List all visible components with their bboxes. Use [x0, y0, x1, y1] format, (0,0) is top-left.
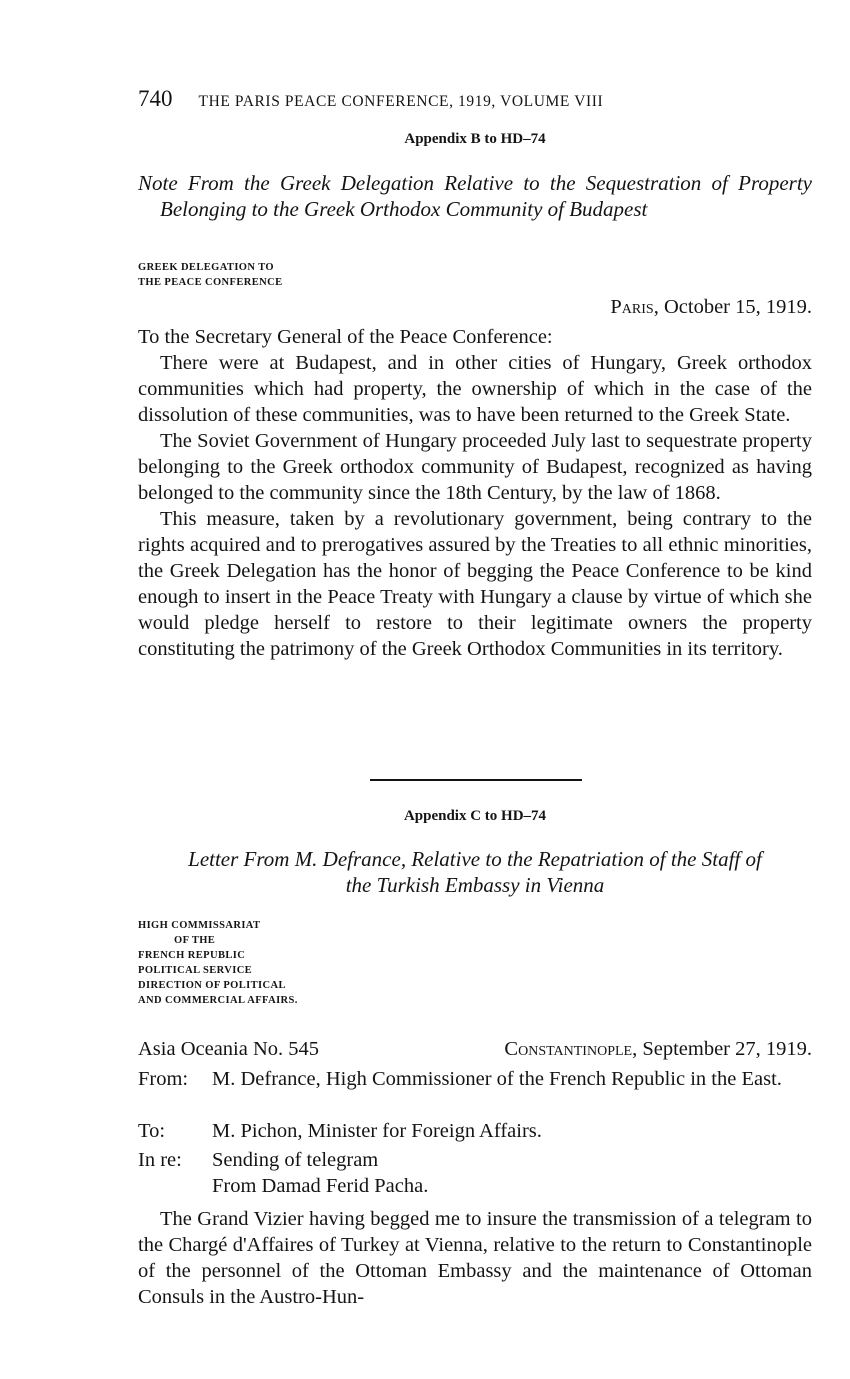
- dateline-place: Constantinople: [504, 1038, 633, 1060]
- appendix-b-heading: Appendix B to HD–74: [404, 131, 546, 147]
- dateline-place: Paris: [610, 296, 654, 318]
- to-label: To:: [138, 1120, 166, 1142]
- appendix-b-dateline: [138, 294, 812, 320]
- appendix-c-dateline: [138, 1036, 812, 1062]
- dateline-date: , September 27, 1919.: [632, 1038, 812, 1060]
- appendix-c-title-line: Letter From M. Defrance, Relative to the Repatriation of the Staff of: [188, 847, 762, 871]
- to-value: M. Pichon, Minister for Foreign Affairs.: [212, 1120, 542, 1142]
- sender-line: DIRECTION OF POLITICAL: [138, 980, 286, 991]
- appendix-b-title-text: Note From the Greek Delegation Relative to the Sequestration of Property Belonging to the Greek Orthodox Community of Budapest: [138, 171, 812, 221]
- paragraph: There were at Budapest, and in other cities of Hungary, Greek orthodox communities which had property, the ownership of which in the case of the dissolution of these communities, was to have been returned to the Greek State.: [138, 352, 812, 426]
- dateline-date: , October 15, 1919.: [653, 296, 812, 318]
- sender-line: FRENCH REPUBLIC: [138, 950, 246, 961]
- sender-line: AND COMMERCIAL AFFAIRS.: [138, 995, 298, 1006]
- appendix-c-title-line: the Turkish Embassy in Vienna: [345, 873, 605, 897]
- from-row: [138, 1066, 812, 1092]
- inre-value: [212, 1147, 812, 1199]
- sender-line: HIGH COMMISSARIAT: [138, 920, 261, 931]
- section-divider: [370, 779, 582, 781]
- running-head: [138, 86, 818, 112]
- sender-line: GREEK DELEGATION TO: [138, 262, 274, 273]
- reference-number: Asia Oceania No. 545: [138, 1038, 320, 1060]
- sender-line: THE PEACE CONFERENCE: [138, 277, 283, 288]
- page-number: 740: [138, 86, 173, 111]
- sender-line: OF THE: [174, 935, 216, 946]
- appendix-b-sender: [138, 260, 283, 290]
- from-label: From:: [138, 1068, 189, 1090]
- paragraph: The Grand Vizier having begged me to insure the transmission of a telegram to the Chargé d'Affaires of Turkey at Vienna, relative to the return to Constantinople of the personnel of the Ottoman Embassy and the maintenance of Ottoman Consuls in the Austro-Hun-: [138, 1208, 812, 1308]
- inre-line: Sending of telegram: [212, 1149, 379, 1171]
- paragraph: This measure, taken by a revolutionary government, being contrary to the rights acquired and to prerogatives assured by the Treaties to all ethnic minorities, the Greek Delegation has the honor of begging the Peace Conference to be kind enough to insert in the Peace Treaty with Hungary a clause by virtue of which she would pledge herself to restore to their legitimate owners the property constituting the patrimony of the Greek Orthodox Communities in its territory.: [138, 508, 812, 660]
- appendix-b-title: [138, 170, 812, 222]
- inre-label: In re:: [138, 1149, 182, 1171]
- from-value: M. Defrance, High Commissioner of the French Republic in the East.: [212, 1068, 782, 1090]
- appendix-c-title: [138, 846, 812, 898]
- paragraph: The Soviet Government of Hungary proceeded July last to sequestrate property belonging to the Greek orthodox community of Budapest, recognized as having belonged to the community since the 18th Century, by the law of 1868.: [138, 430, 812, 504]
- sender-line: POLITICAL SERVICE: [138, 965, 253, 976]
- to-row: [138, 1118, 812, 1144]
- dateline: [504, 1036, 812, 1062]
- appendix-c-body: [138, 1206, 812, 1310]
- inre-line: From Damad Ferid Pacha.: [212, 1175, 429, 1197]
- appendix-b-body: [138, 324, 812, 662]
- running-title: THE PARIS PEACE CONFERENCE, 1919, VOLUME VIII: [198, 93, 604, 110]
- appendix-c-sender: [138, 918, 298, 1008]
- salutation: To the Secretary General of the Peace Conference:: [138, 326, 553, 348]
- inre-row: [138, 1147, 812, 1199]
- appendix-c-heading: Appendix C to HD–74: [403, 808, 547, 824]
